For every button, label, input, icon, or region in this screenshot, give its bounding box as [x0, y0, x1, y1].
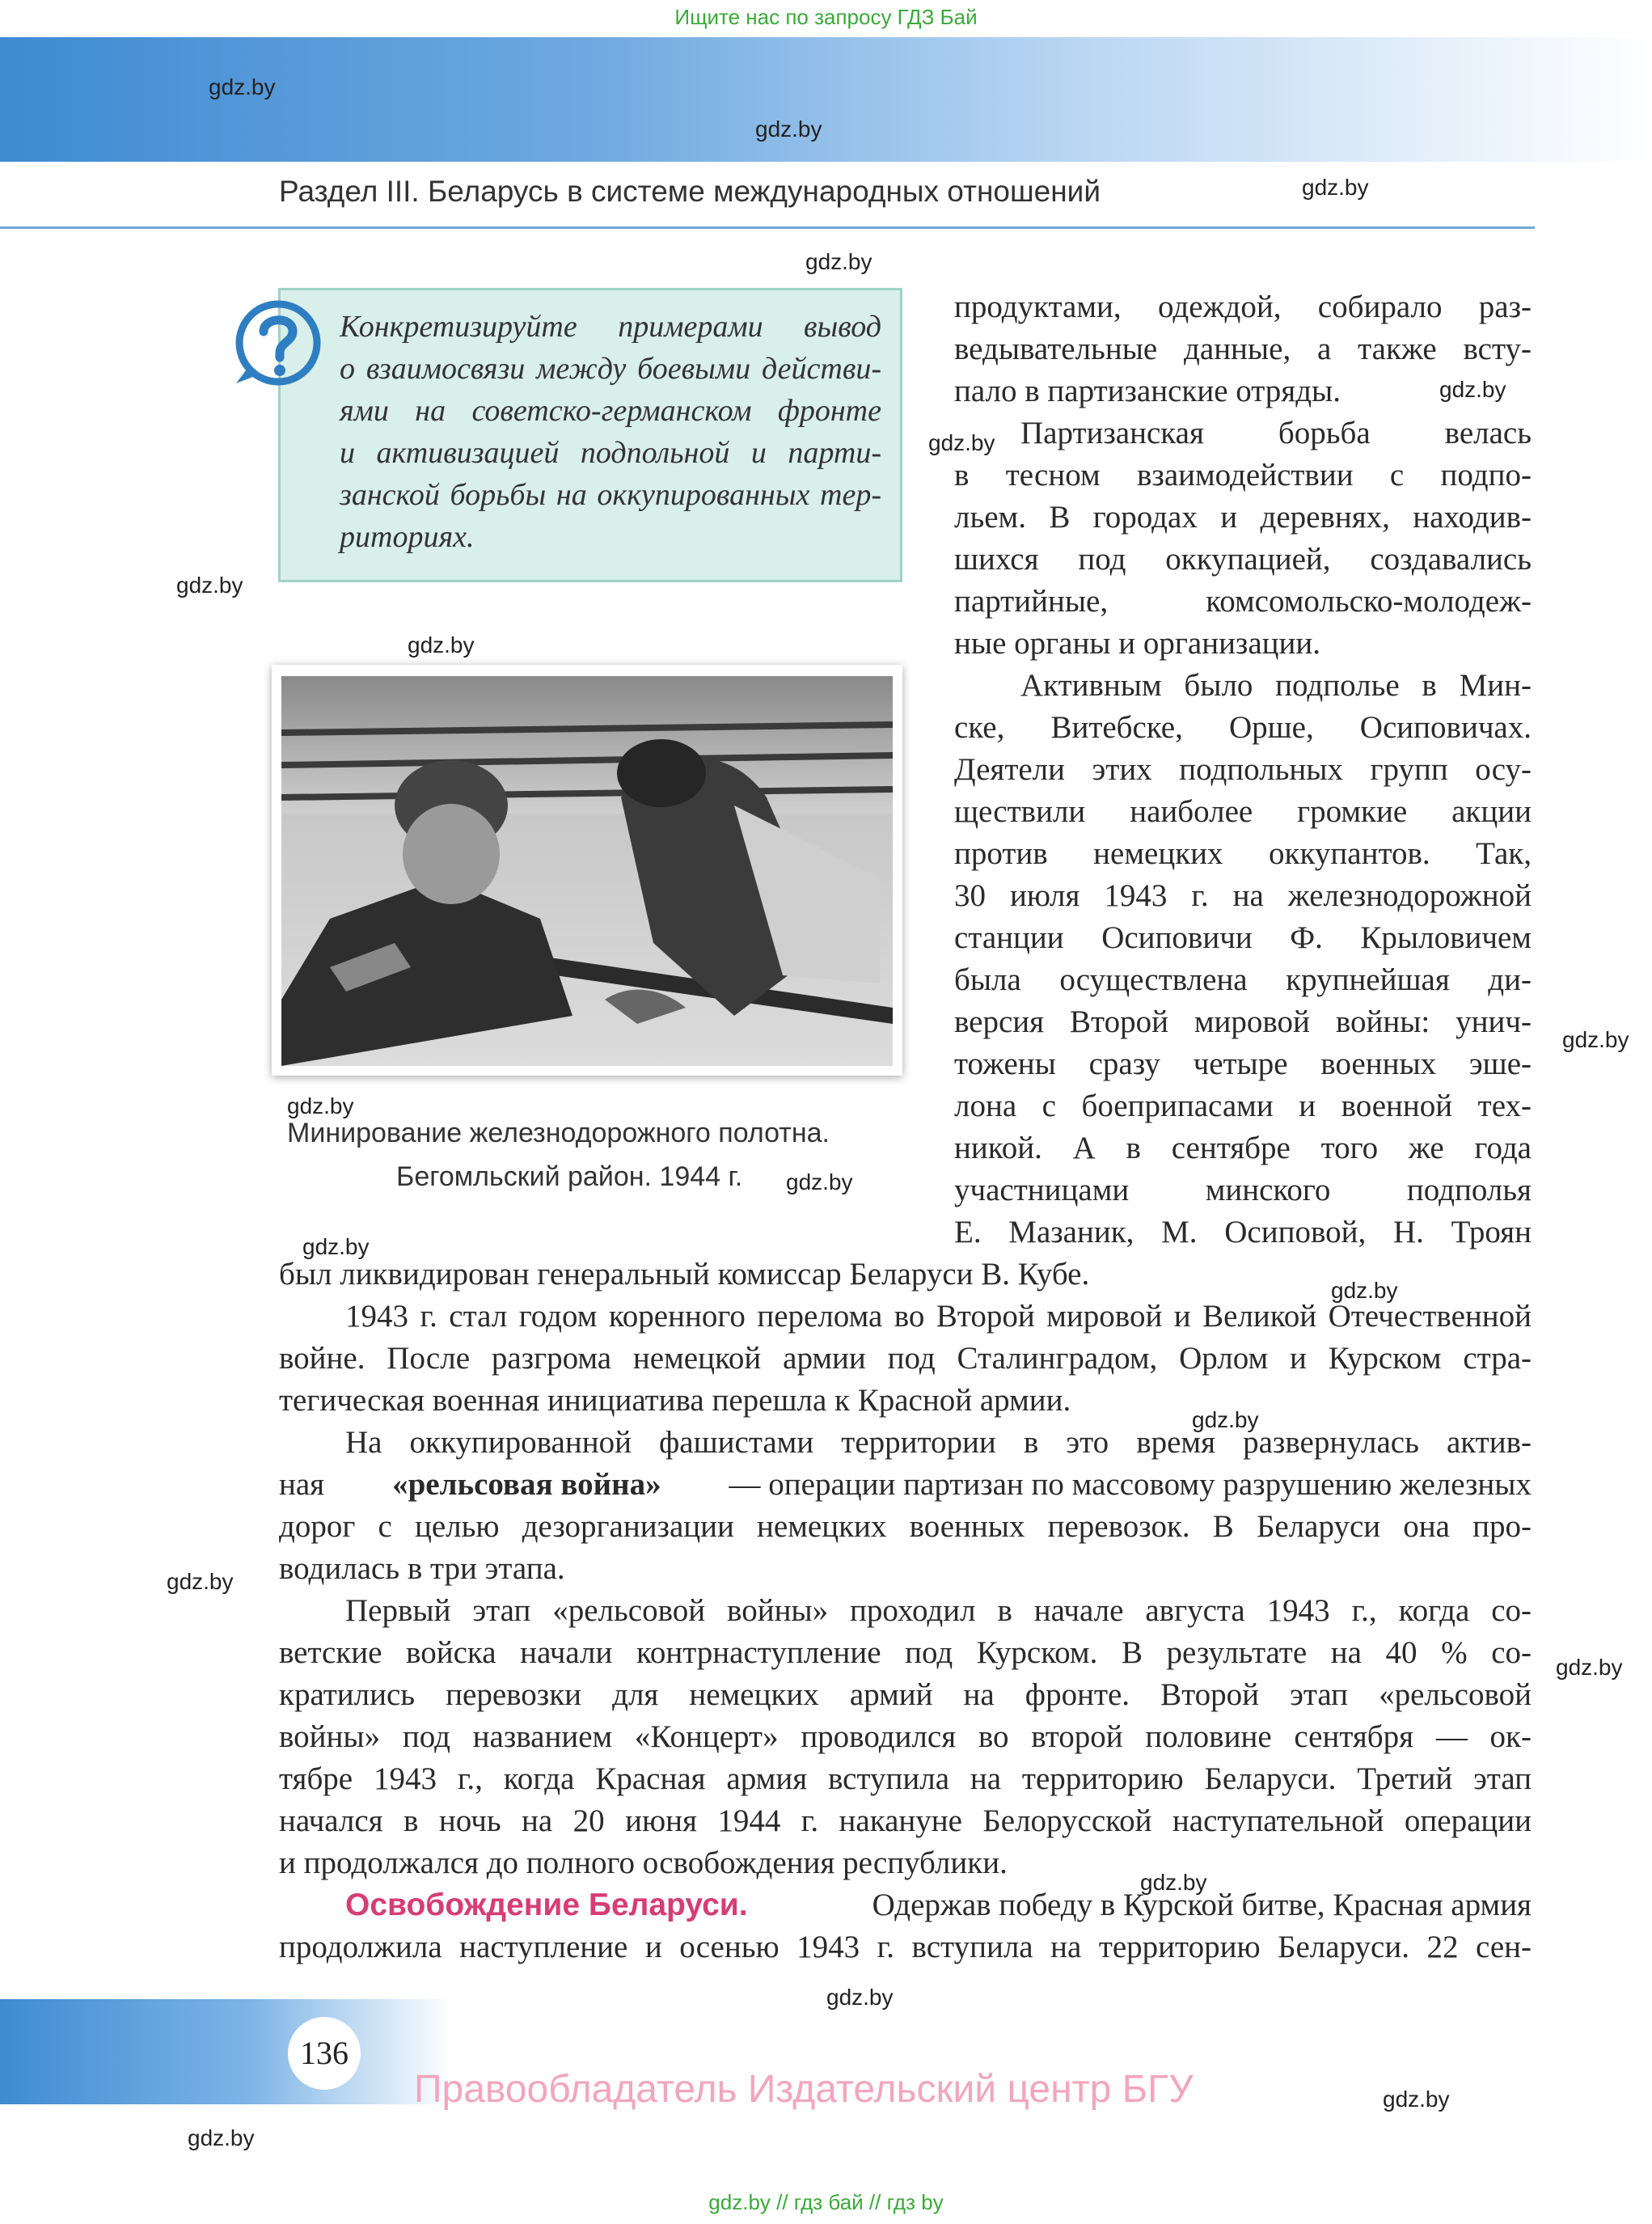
watermark: gdz.by [755, 116, 822, 142]
watermark: gdz.by [928, 430, 995, 455]
text-line: никой. А в сентябре того же года [954, 1131, 1532, 1165]
text-line: ске, Витебске, Орше, Осиповичах. [954, 710, 1532, 745]
text-fragment: ная [279, 1467, 325, 1502]
text-fragment: — операции партизан по массовому разрушению железных [729, 1467, 1532, 1502]
text-line: пало в партизанские отряды. [954, 374, 1341, 408]
text-line: станции Осиповичи Ф. Крыловичем [954, 920, 1532, 955]
text-line: войны» под названием «Концерт» проводился во второй половине сентября — ок- [279, 1719, 1532, 1754]
text-line: ведывательные данные, а также всту- [954, 332, 1532, 366]
text-line: льем. В городах и деревнях, находив- [954, 500, 1532, 535]
bottom-links[interactable]: gdz.by // гдз бай // гдз by [708, 2190, 944, 2214]
watermark: gdz.by [786, 1169, 853, 1194]
question-text [340, 306, 881, 558]
text-line: войне. После разгрома немецкой армии под Сталинградом, Орлом и Курском стра- [279, 1341, 1532, 1376]
watermark: gdz.by [287, 1093, 354, 1118]
watermark: gdz.by [1331, 1278, 1398, 1303]
header-rule [0, 226, 1535, 229]
text-line: и продолжался до полного освобождения республики. [279, 1846, 1008, 1880]
text-line [279, 1464, 1532, 1506]
watermark: gdz.by [1140, 1870, 1207, 1895]
watermark: gdz.by [1439, 377, 1506, 402]
watermark: gdz.by [1562, 1027, 1629, 1052]
text-fragment: Одержав победу в Курской битве, Красная армия [872, 1888, 1532, 1922]
text-line: была осуществлена крупнейшая ди- [954, 962, 1532, 997]
text-line: продуктами, одеждой, собирало раз- [954, 290, 1532, 324]
text-line: Е. Мазаник, М. Осиповой, Н. Троян [954, 1215, 1532, 1249]
text-line: партийные, комсомольско-молодеж- [954, 584, 1532, 619]
question-mark-icon [234, 299, 322, 387]
question-line: ями на советско-германском фронте [340, 394, 881, 428]
watermark: gdz.by [1302, 175, 1369, 200]
text-line: кратились перевозки для немецких армий на фронте. Второй этап «рельсовой [279, 1677, 1532, 1712]
text-line: ществили наиболее громкие акции [954, 794, 1532, 829]
text-line: 1943 г. стал годом коренного перелома во Второй мировой и Великой Отечественной [345, 1299, 1532, 1334]
text-line: Активным было подполье в Мин- [1020, 668, 1532, 703]
figure-caption-line1: Минирование железнодорожного полотна. [287, 1118, 830, 1148]
text-line: был ликвидирован генеральный комиссар Беларуси В. Кубе. [279, 1257, 1090, 1292]
term-rail-war: «рельсовая война» [392, 1467, 661, 1502]
watermark: gdz.by [1192, 1407, 1259, 1432]
text-line: ветские войска начали контрнаступление под Курском. В результате на 40 % со- [279, 1635, 1532, 1670]
text-line: участницами минского подполья [954, 1173, 1532, 1207]
text-line: тябре 1943 г., когда Красная армия вступила на территорию Беларуси. Третий этап [279, 1761, 1532, 1796]
question-line: риториях. [340, 520, 475, 554]
watermark: gdz.by [176, 573, 243, 598]
text-line: против немецких оккупантов. Так, [954, 836, 1532, 871]
text-line: версия Второй мировой войны: унич- [954, 1004, 1532, 1039]
subheading-liberation: Освобождение Беларуси. [345, 1888, 748, 1922]
text-line [345, 1884, 1532, 1926]
question-line: Конкретизируйте примерами вывод [340, 310, 881, 344]
text-line: водилась в три этапа. [279, 1551, 565, 1586]
text-line: ные органы и организации. [954, 626, 1321, 661]
text-line: продолжила наступление и осенью 1943 г. вступила на территорию Беларуси. 22 сен- [279, 1930, 1532, 1964]
watermark: gdz.by [209, 74, 276, 99]
page-number: 136 [288, 2017, 361, 2090]
section-title: Раздел III. Беларусь в системе международных отношений [279, 175, 1101, 208]
figure-caption-line2: Бегомльский район. 1944 г. [396, 1161, 743, 1192]
historical-photo [281, 676, 893, 1066]
watermark: gdz.by [826, 1985, 894, 2010]
text-line: начался в ночь на 20 июня 1944 г. накануне Белорусской наступательной операции [279, 1803, 1532, 1838]
text-line: На оккупированной фашистами территории в это время развернулась актив- [345, 1425, 1532, 1460]
text-line: Деятели этих подпольных групп осу- [954, 752, 1532, 787]
footer-band [0, 1999, 453, 2104]
text-line: лона с боеприпасами и военной тех- [954, 1089, 1532, 1123]
text-line: тожены сразу четыре военных эше- [954, 1046, 1532, 1081]
watermark: gdz.by [1556, 1655, 1623, 1680]
watermark: gdz.by [408, 632, 475, 657]
text-line: дорог с целью дезорганизации немецких военных перевозок. В Беларуси она про- [279, 1509, 1532, 1544]
copyright-text: Правообладатель Издательский центр БГУ [414, 2068, 1194, 2111]
text-line: Первый этап «рельсовой войны» проходил в начале августа 1943 г., когда со- [345, 1593, 1532, 1628]
text-line: Партизанская борьба велась [1020, 416, 1532, 450]
question-line: занской борьбы на оккупированных тер- [340, 478, 881, 512]
watermark: gdz.by [805, 249, 872, 274]
text-line: шихся под оккупацией, создавались [954, 542, 1532, 577]
question-line: и активизацией подпольной и парти- [340, 436, 881, 470]
top-banner[interactable]: Ищите нас по запросу ГДЗ Бай [674, 5, 978, 29]
text-line: в тесном взаимодействии с подпо- [954, 458, 1532, 493]
watermark: gdz.by [1383, 2087, 1450, 2112]
text-line: тегическая военная инициатива перешла к Красной армии. [279, 1383, 1071, 1418]
watermark: gdz.by [302, 1234, 370, 1259]
watermark: gdz.by [167, 1569, 234, 1594]
watermark: gdz.by [188, 2125, 255, 2150]
text-line: 30 июля 1943 г. на железнодорожной [954, 878, 1532, 913]
question-line: о взаимосвязи между боевыми действи- [340, 352, 881, 386]
